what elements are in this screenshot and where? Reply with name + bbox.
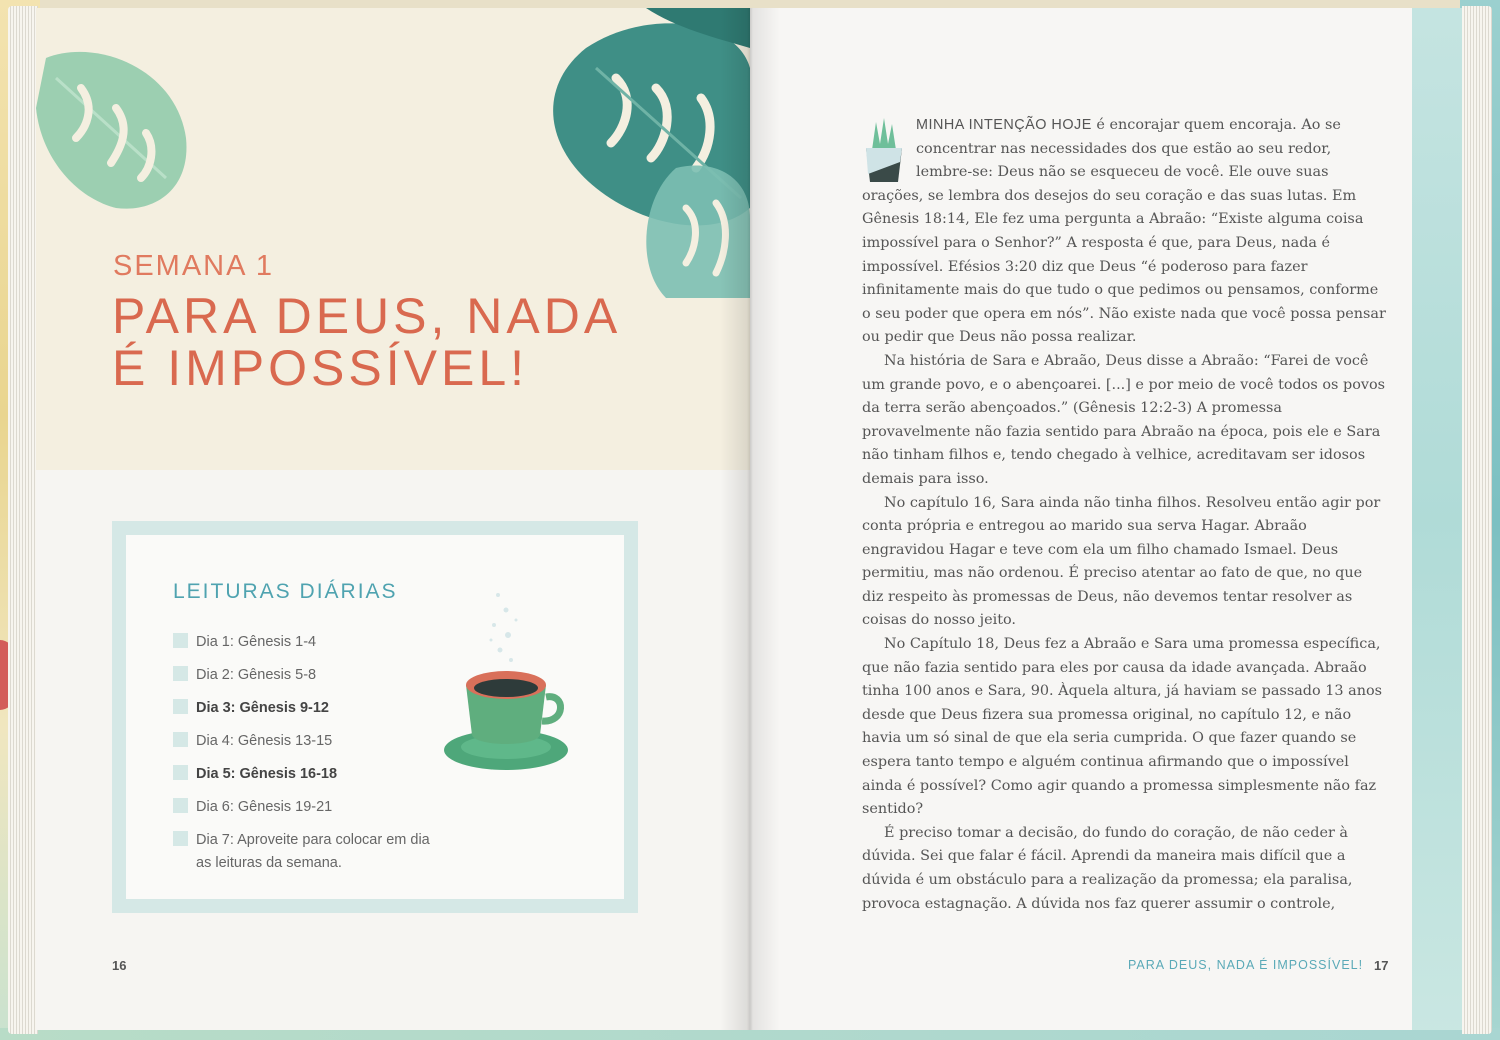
checkbox-icon[interactable] <box>173 765 188 780</box>
reading-item[interactable] <box>173 829 453 875</box>
lead-caps: MINHA INTENÇÃO HOJE <box>916 117 1092 133</box>
reading-label: Dia 3: Gênesis 9-12 <box>196 700 329 716</box>
reading-label: Dia 5: Gênesis 16-18 <box>196 766 338 782</box>
right-page <box>750 8 1462 1030</box>
readings-title: LEITURAS DIÁRIAS <box>173 580 398 603</box>
checkbox-icon[interactable] <box>173 798 188 813</box>
paragraph-2: Na história de Sara e Abraão, Deus disse a Abraão: “Farei de você um grande povo, e o abençoarei. [...] e por meio de você todos os povos da terra serão abençoados.” (Gênesis 12:2-3) A promessa provavelmente não fazia sentido para Abraão na época, pois ele e Sara não tinham filhos e, tendo chegado à velhice, acreditavam ser idosos demais para isso. <box>862 352 1386 487</box>
paragraph-5: É preciso tomar a decisão, do fundo do coração, de não ceder à dúvida. Sei que falar é fácil. Aprendi da maneira mais difícil que a dúvida é um obstáculo para a realização da promessa; ela paralisa, provoca estagnação. A dúvida nos faz querer assumir o controle, <box>862 824 1353 912</box>
paragraph-4: No Capítulo 18, Deus fez a Abraão e Sara uma promessa específica, que não fazia sentido para eles por causa da idade avançada. Abraão tinha 100 anos e Sara, 90. Àquela altura, já haviam se passado 13 anos desde que Deus fizera sua promessa original, no capítulo 12, e não havia um só sinal de que ela seria cumprida. O que fazer quando se espera tanto tempo e alguém continua afirmando que o impossível ainda é possível? Como agir quando a promessa simplesmente não faz sentido? <box>862 636 1383 818</box>
paragraph-3: No capítulo 16, Sara ainda não tinha filhos. Resolveu então agir por conta própria e entregou ao marido sua serva Hagar. Abraão engravidou Hagar e teve com ela um filho chamado Ismael. Deus permitiu, mas não ordenou. É preciso atentar ao fato de que, no que diz respeito às promessas de Deus, não devemos tentar resolver as coisas do nosso jeito. <box>862 494 1381 629</box>
reading-item[interactable] <box>173 631 453 654</box>
paragraph-1-text: é encorajar quem encoraja. Ao se concentrar nas necessidades dos que estão ao seu redor, lembre-se: Deus não se esqueceu de você. Ele ouve suas orações, se lembra dos desejos do seu coração e das suas lutas. Em Gênesis 18:14, Ele fez uma pergunta a Abraão: “Existe alguma coisa impossível para o Senhor?” A resposta é que, para Deus, nada é impossível. Efésios 3:20 diz que Deus “é poderoso para fazer infinitamente mais do que tudo o que pedimos ou pensamos, conforme o seu poder que opera em nós”. Não existe nada que você possa pensar ou pedir que Deus não possa realizar. <box>862 117 1386 346</box>
reading-label: Dia 7: Aproveite para colocar em dia as leituras da semana. <box>196 832 430 871</box>
checkbox-icon[interactable] <box>173 831 188 846</box>
daily-readings-panel <box>126 535 624 899</box>
paragraph-1 <box>862 114 1387 350</box>
checkbox-icon[interactable] <box>173 666 188 681</box>
succulent-pot-icon <box>862 116 906 184</box>
page-stack-right <box>1462 6 1492 1034</box>
page-stack-left <box>8 6 38 1034</box>
reading-item[interactable] <box>173 763 453 786</box>
daily-readings-box <box>112 521 638 913</box>
reading-item[interactable] <box>173 730 453 753</box>
chapter-title <box>112 290 632 394</box>
reading-item[interactable] <box>173 664 453 687</box>
monstera-leaf-icon <box>36 38 196 218</box>
checkbox-icon[interactable] <box>173 633 188 648</box>
week-label: SEMANA 1 <box>113 250 275 282</box>
left-page <box>36 8 750 1030</box>
chapter-title-line2: É IMPOSSÍVEL! <box>112 340 529 396</box>
reading-label: Dia 4: Gênesis 13-15 <box>196 733 333 749</box>
body-text <box>862 114 1387 916</box>
monstera-leaf-icon <box>526 8 750 298</box>
reading-label: Dia 2: Gênesis 5-8 <box>196 667 317 683</box>
right-page-edge-texture <box>1412 8 1462 1030</box>
page-number-left: 16 <box>112 958 127 973</box>
running-head: PARA DEUS, NADA É IMPOSSÍVEL! <box>1128 958 1364 972</box>
hero-illustration <box>36 8 750 470</box>
reading-item[interactable] <box>173 697 453 720</box>
reading-label: Dia 6: Gênesis 19-21 <box>196 799 333 815</box>
chapter-title-line1: PARA DEUS, NADA <box>112 288 622 344</box>
coffee-cup-icon <box>436 575 576 775</box>
page-number-right: 17 <box>1374 958 1389 973</box>
checkbox-icon[interactable] <box>173 732 188 747</box>
checkbox-icon[interactable] <box>173 699 188 714</box>
reading-item[interactable] <box>173 796 453 819</box>
reading-label: Dia 1: Gênesis 1-4 <box>196 634 317 650</box>
